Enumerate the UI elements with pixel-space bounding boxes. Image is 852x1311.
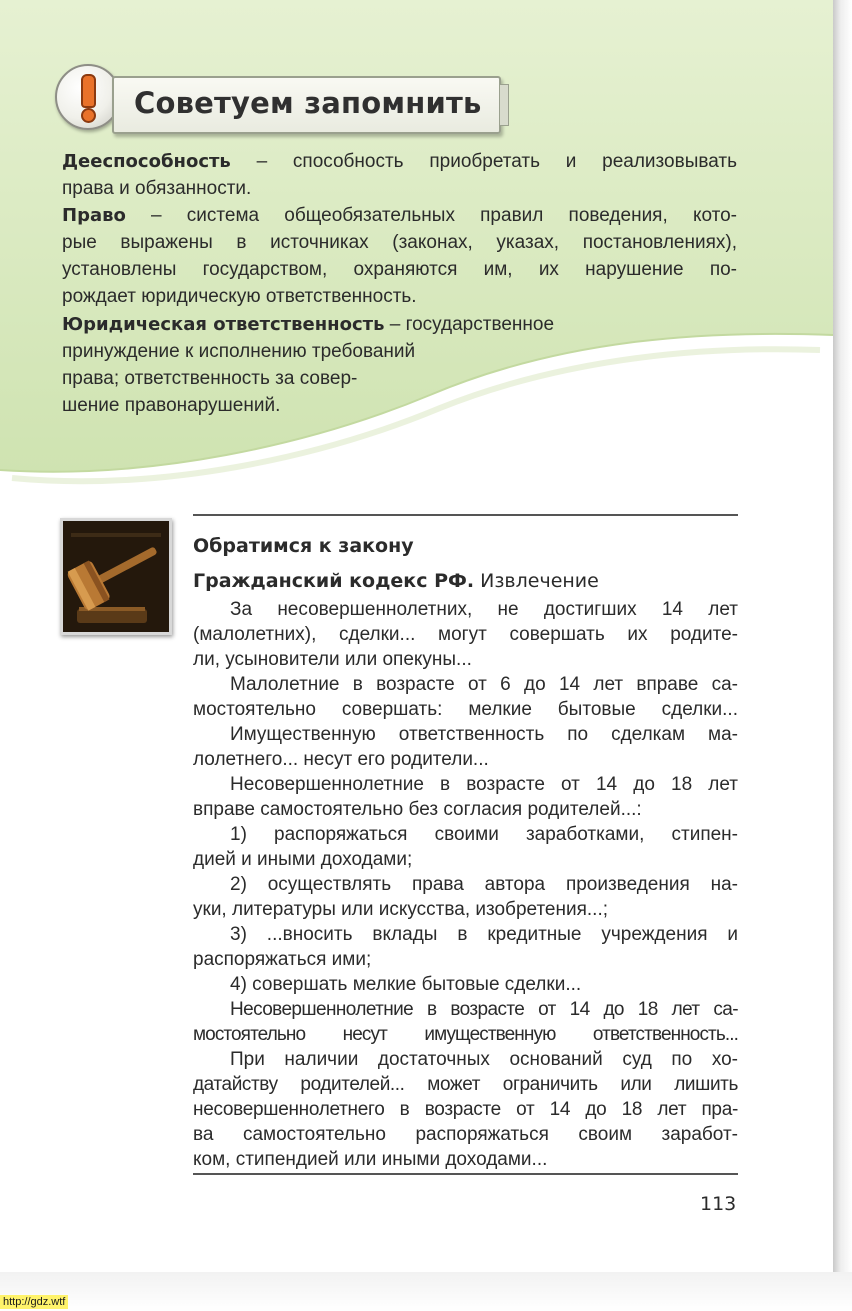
definition-line: Право – система общеобязательных правил поведения, кото- xyxy=(62,205,737,226)
law-line: вправе самостоятельно без согласия родителей...: xyxy=(193,799,642,820)
law-line: Имущественную ответственность по сделкам ма- xyxy=(230,724,738,745)
definition-line: Юридическая ответственность – государственное xyxy=(62,314,555,335)
memo-heading-title: Советуем запомнить xyxy=(134,86,482,120)
definition-line: Дееспособность – способность приобретать и реализовывать xyxy=(62,151,737,172)
watermark-link[interactable]: http://gdz.wtf xyxy=(0,1295,68,1309)
law-line: датайству родителей... может ограничить или лишить xyxy=(193,1074,738,1095)
law-line: Малолетние в возрасте от 6 до 14 лет вправе са- xyxy=(230,674,738,695)
definition-line: права и обязанности. xyxy=(62,178,252,199)
law-line: За несовершеннолетних, не достигших 14 лет xyxy=(230,599,738,620)
bottom-band xyxy=(0,1272,852,1311)
law-section-title: Обратимся к закону xyxy=(193,535,414,557)
law-line: 1) распоряжаться своими заработками, стипен- xyxy=(230,824,738,845)
definition-line: установлены государством, охраняются им, их нарушение по- xyxy=(62,259,737,280)
law-line: распоряжаться ими; xyxy=(193,949,372,970)
law-line: 3) ...вносить вклады в кредитные учреждения и xyxy=(230,924,738,945)
definition-line: рые выражены в источниках (законах, указах, постановлениях), xyxy=(62,232,737,253)
law-line: мостоятельно несут имущественную ответственность... xyxy=(193,1024,738,1045)
law-line: лолетнего... несут его родители... xyxy=(193,749,489,770)
page-edge-shadow xyxy=(833,0,852,1290)
law-source: Гражданский кодекс РФ. Извлечение xyxy=(193,570,599,592)
law-line: несовершеннолетнего в возрасте от 14 до 18 лет пра- xyxy=(193,1099,738,1120)
law-line: ли, усыновители или опекуны... xyxy=(193,649,472,670)
law-line: Несовершеннолетние в возрасте от 14 до 18 лет xyxy=(230,774,738,795)
page-number: 113 xyxy=(700,1193,737,1215)
definition-line: шение правонарушений. xyxy=(62,395,281,416)
gavel-image xyxy=(60,518,172,635)
law-line: (малолетних), сделки... могут совершать их родите- xyxy=(193,624,738,645)
law-line: уки, литературы или искусства, изобретения...; xyxy=(193,899,609,920)
law-line: мостоятельно совершать: мелкие бытовые сделки... xyxy=(193,699,738,720)
section-rule-bottom xyxy=(193,1173,738,1175)
section-rule-top xyxy=(193,514,738,516)
law-line: дией и иными доходами; xyxy=(193,849,413,870)
memo-heading xyxy=(112,76,501,134)
definition-line: права; ответственность за совер- xyxy=(62,368,358,389)
definition-line: принуждение к исполнению требований xyxy=(62,341,416,362)
definition-line: рождает юридическую ответственность. xyxy=(62,286,417,307)
law-line: Несовершеннолетние в возрасте от 14 до 18 лет са- xyxy=(230,999,738,1020)
law-line: ком, стипендией или иными доходами... xyxy=(193,1149,548,1170)
law-line: 4) совершать мелкие бытовые сделки... xyxy=(230,974,582,995)
law-line: 2) осуществлять права автора произведения на- xyxy=(230,874,738,895)
law-line: ва самостоятельно распоряжаться своим заработ- xyxy=(193,1124,738,1145)
law-line: При наличии достаточных оснований суд по хо- xyxy=(230,1049,738,1070)
